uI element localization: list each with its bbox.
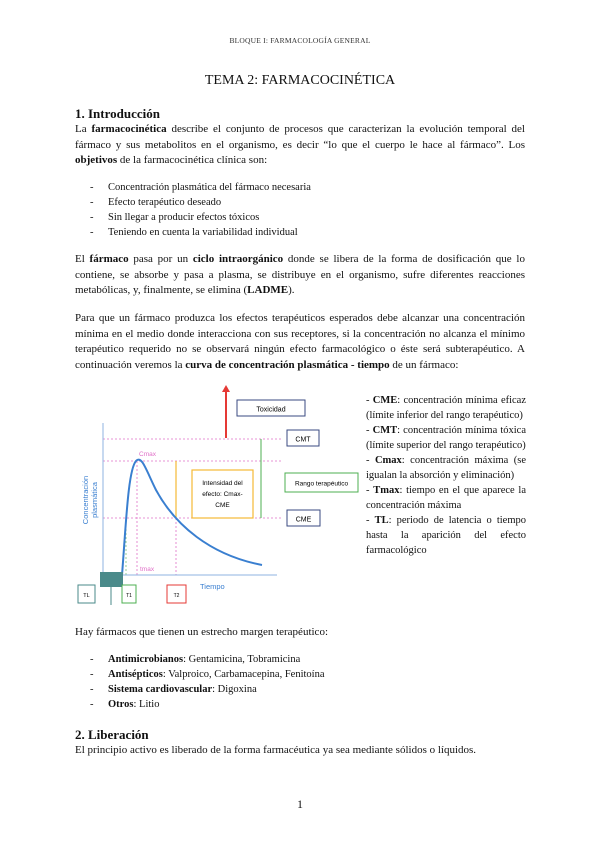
definition-item: - TL: periodo de latencia o tiempo hasta la aparición del efecto farmacológico — [366, 515, 526, 556]
list-item: - Concentración plasmática del fármaco necesaria — [90, 180, 311, 195]
svg-text:efecto: Cmax-: efecto: Cmax- — [202, 491, 243, 498]
toxicity-arrow — [222, 385, 230, 438]
definitions-list — [366, 393, 526, 558]
definition-item: - CME: concentración mínima eficaz (límite inferior del rango terapéutico) — [366, 395, 526, 421]
objectives-list — [90, 180, 311, 240]
list-item: - Otros: Litio — [90, 697, 324, 712]
concentration-time-diagram — [60, 375, 360, 607]
page-title: TEMA 2: FARMACOCINÉTICA — [204, 73, 396, 88]
t2-box — [167, 585, 186, 603]
cmax-label: Cmax — [139, 451, 156, 458]
definition-item: - Tmax: tiempo en el que aparece la concentración máxima — [366, 485, 526, 511]
list-item: - Efecto terapéutico deseado — [90, 195, 311, 210]
rango-terapeutico-box — [285, 473, 358, 492]
latency-block — [100, 572, 123, 587]
ladme-paragraph: El fármaco pasa por un ciclo intraorgánico donde se libera de la forma de dosificación que lo contiene, se absorbe y pasa a plasma, se distribuye en el organismo, sufre diferentes reacciones metabólicas, y, finalmente, se elimina (LADME). — [75, 253, 525, 296]
svg-text:T1: T1 — [126, 593, 132, 599]
svg-text:CMT: CMT — [295, 436, 311, 444]
curve-paragraph: Para que un fármaco produzca los efectos terapéuticos esperados debe alcanzar una concentración mínima en el medio donde interacciona con sus receptores, si la concentración no alcanza el mínimo terapéutico requerido no se observará ningún efecto farmacológico o éste será subterapéutico. A continuación veremos la curva de concentración plasmática - tiempo de un fármaco: — [75, 312, 525, 371]
svg-text:Rango terapéutico: Rango terapéutico — [294, 480, 349, 488]
narrow-margin-list — [90, 652, 324, 712]
svg-text:Intensidad del: Intensidad del — [202, 480, 243, 487]
intensidad-box — [192, 470, 253, 518]
list-item: - Antimicrobianos: Gentamicina, Tobramicina — [90, 652, 324, 667]
list-item: - Antisépticos: Valproico, Carbamacepina, Fenitoína — [90, 667, 324, 682]
definition-item: - CMT: concentración mínima tóxica (límite superior del rango terapéutico) — [366, 425, 526, 451]
svg-text:Concentración: Concentración — [81, 475, 90, 525]
x-axis-label: Tiempo — [200, 582, 225, 591]
list-item: - Sin llegar a producir efectos tóxicos — [90, 210, 311, 225]
page-number: 1 — [297, 797, 303, 811]
list-item: - Teniendo en cuenta la variabilidad individual — [90, 225, 311, 240]
svg-text:CME: CME — [295, 516, 312, 524]
toxicidad-box — [237, 400, 305, 416]
list-item: - Sistema cardiovascular: Digoxina — [90, 682, 324, 697]
y-axis-label — [81, 476, 99, 524]
liberacion-paragraph: El principio activo es liberado de la forma farmacéutica ya sea mediante sólidos o líquidos. — [75, 744, 477, 756]
definition-item: - Cmax: concentración máxima (se igualan la absorción y eliminación) — [366, 455, 526, 481]
tl-box — [78, 585, 95, 603]
running-header: BLOQUE I: FARMACOLOGÍA GENERAL — [229, 36, 371, 45]
svg-text:Toxicidad: Toxicidad — [256, 406, 286, 414]
svg-text:T2: T2 — [173, 593, 180, 599]
svg-text:CME: CME — [215, 502, 230, 509]
tmax-label: tmax — [140, 566, 155, 573]
narrow-margin-paragraph: Hay fármacos que tienen un estrecho margen terapéutico: — [75, 626, 328, 638]
svg-text:plasmática: plasmática — [90, 482, 99, 518]
cme-box — [287, 510, 320, 526]
t1-box — [122, 585, 136, 603]
section-heading-introduccion: 1. Introducción — [75, 106, 160, 121]
cmt-box — [287, 430, 319, 446]
section-heading-liberacion: 2. Liberación — [75, 727, 149, 742]
svg-text:TL: TL — [83, 593, 90, 599]
intro-paragraph: La farmacocinética describe el conjunto de procesos que caracterizan la evolución temporal del fármaco y sus metabolitos en el organismo, es decir “lo que el cuerpo le hace al fármaco”. Los objetivos de la farmacocinética clínica son: — [75, 123, 525, 166]
